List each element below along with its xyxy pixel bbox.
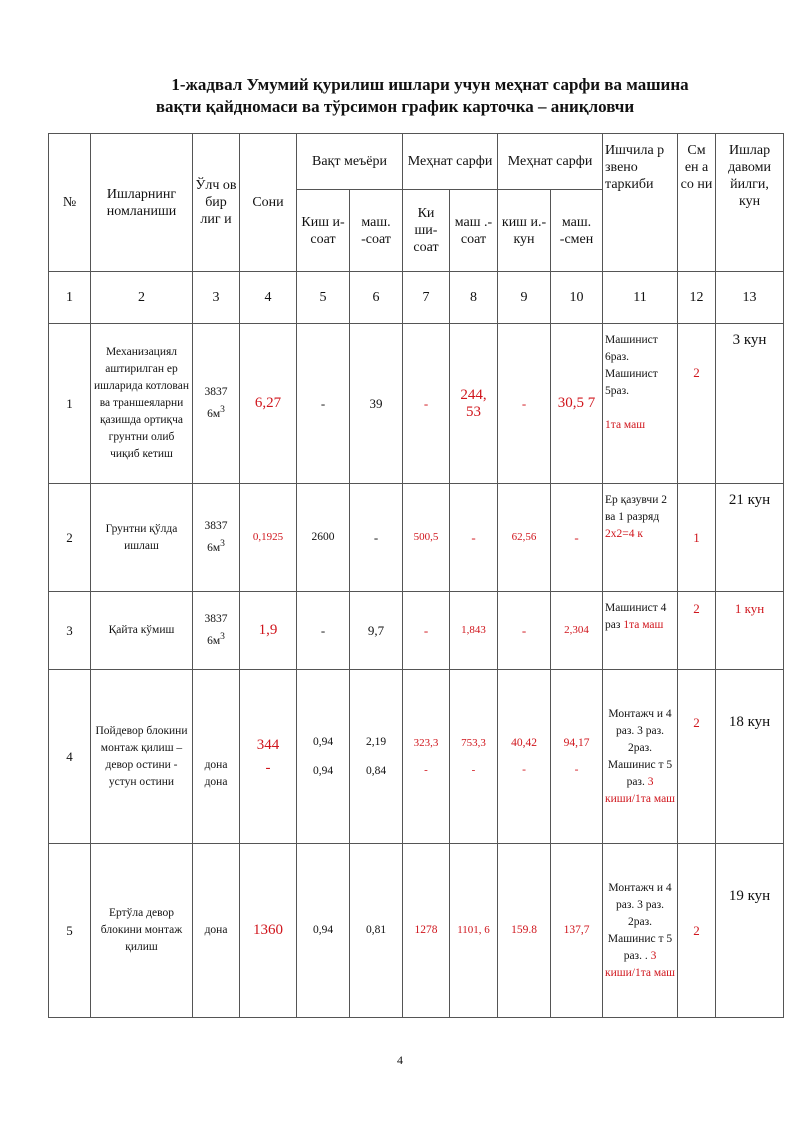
- value-cell: 94,17 -: [551, 670, 603, 844]
- value-cell: -: [297, 324, 350, 484]
- value-cell: 62,56: [498, 484, 551, 592]
- value-cell: 753,3 -: [450, 670, 498, 844]
- duration-cell: 3 кун: [716, 324, 784, 484]
- col-number: 8: [450, 272, 498, 324]
- row-num: 4: [49, 670, 91, 844]
- col-number: 3: [193, 272, 240, 324]
- crew-cell: Машинист 4 раз 1та маш: [603, 592, 678, 670]
- table-row: [49, 484, 784, 592]
- header-time-norm: Вақт меъёри: [297, 134, 403, 190]
- value-cell: 30,5 7: [551, 324, 603, 484]
- crew-cell: Монтажч и 4 раз. 3 раз. 2раз. Машинис т 5 раз. . 3 киши/1та маш: [603, 844, 678, 1018]
- row-num: 3: [49, 592, 91, 670]
- col-number: 9: [498, 272, 551, 324]
- qty-cell: 0,1925: [240, 484, 297, 592]
- col-number: 1: [49, 272, 91, 324]
- shift-cell: 1: [678, 484, 716, 592]
- header-labor-1: Меҳнат сарфи: [403, 134, 498, 190]
- duration-cell: 19 кун: [716, 844, 784, 1018]
- qty-cell: 1,9: [240, 592, 297, 670]
- crew-cell: Ер қазувчи 2 ва 1 разряд 2х2=4 к: [603, 484, 678, 592]
- header-machine-hour-2: маш .-соат: [450, 190, 498, 272]
- value-cell: -: [551, 484, 603, 592]
- value-cell: 39: [350, 324, 403, 484]
- header-person-hour: Киш и-соат: [297, 190, 350, 272]
- duration-cell: 21 кун: [716, 484, 784, 592]
- shift-cell: 2: [678, 324, 716, 484]
- col-number: 11: [603, 272, 678, 324]
- unit-cell: дона дона: [193, 670, 240, 844]
- row-num: 5: [49, 844, 91, 1018]
- header-name: Ишларнинг номланиши: [91, 134, 193, 272]
- header-unit: Ўлч ов бир лиг и: [193, 134, 240, 272]
- qty-cell: 6,27: [240, 324, 297, 484]
- duration-cell: 1 кун: [716, 592, 784, 670]
- qty-cell: 344 -: [240, 670, 297, 844]
- row-num: 1: [49, 324, 91, 484]
- shift-cell: 2: [678, 592, 716, 670]
- value-cell: 1,843: [450, 592, 498, 670]
- column-number-row: [49, 272, 784, 324]
- value-cell: 159.8: [498, 844, 551, 1018]
- value-cell: -: [403, 592, 450, 670]
- work-name: Грунтни қўлда ишлаш: [91, 484, 193, 592]
- work-name: Ертўла девор блокини монтаж қилиш: [91, 844, 193, 1018]
- header-qty: Сони: [240, 134, 297, 272]
- table-row: [49, 670, 784, 844]
- header-duration: Ишлар давоми йилги, кун: [716, 134, 784, 272]
- table-row: [49, 844, 784, 1018]
- page-number: 4: [397, 1053, 403, 1067]
- value-cell: 9,7: [350, 592, 403, 670]
- value-cell: 0,81: [350, 844, 403, 1018]
- col-number: 6: [350, 272, 403, 324]
- labor-table: [48, 133, 784, 1018]
- col-number: 7: [403, 272, 450, 324]
- unit-cell: дона: [193, 844, 240, 1018]
- unit-cell: 3837 $6м^3$: [193, 324, 240, 484]
- duration-cell: 18 кун: [716, 670, 784, 844]
- title-line-1: 1-жадвал Умумий қурилиш ишлари учун меҳнат сарфи ва машина: [171, 75, 689, 94]
- value-cell: 2600: [297, 484, 350, 592]
- title-line-2: вақти қайдномаси ва тўрсимон график карточка – аниқловчи: [155, 97, 635, 116]
- col-number: 13: [716, 272, 784, 324]
- header-person-day: киш и.-кун: [498, 190, 551, 272]
- col-number: 12: [678, 272, 716, 324]
- header-machine-hour: маш. -соат: [350, 190, 403, 272]
- value-cell: -: [498, 592, 551, 670]
- table-row: [49, 324, 784, 484]
- unit-cell: 3837 $6м^3$: [193, 592, 240, 670]
- document-title: [0, 74, 800, 118]
- header-labor-2: Меҳнат сарфи: [498, 134, 603, 190]
- work-name: Қайта кўмиш: [91, 592, 193, 670]
- value-cell: 244, 53: [450, 324, 498, 484]
- crew-cell: Машинист 6раз. Машинист 5раз. 1та маш: [603, 324, 678, 484]
- crew-cell: Монтажч и 4 раз. 3 раз. 2раз. Машинис т 5 раз. 3 киши/1та маш: [603, 670, 678, 844]
- value-cell: 2,19 0,84: [350, 670, 403, 844]
- unit-cell: 3837 $6м^3$: [193, 484, 240, 592]
- col-number: 5: [297, 272, 350, 324]
- col-number: 4: [240, 272, 297, 324]
- header-machine-shift: маш. -смен: [551, 190, 603, 272]
- table-row: [49, 592, 784, 670]
- value-cell: 2,304: [551, 592, 603, 670]
- value-cell: 137,7: [551, 844, 603, 1018]
- row-num: 2: [49, 484, 91, 592]
- value-cell: 1101, 6: [450, 844, 498, 1018]
- value-cell: -: [498, 324, 551, 484]
- work-name: Механизациял аштирилган ер ишларида котлован ва траншеяларни қазишда ортиқча грунтни олиб чиқиб кетиш: [91, 324, 193, 484]
- header-person-hour-2: Ки ши-соат: [403, 190, 450, 272]
- value-cell: -: [403, 324, 450, 484]
- header-crew: Ишчила р звено таркиби: [603, 134, 678, 272]
- value-cell: 0,94: [297, 844, 350, 1018]
- qty-cell: 1360: [240, 844, 297, 1018]
- work-name: Пойдевор блокини монтаж қилиш –девор остини - устун остини: [91, 670, 193, 844]
- header-shift: См ен а со ни: [678, 134, 716, 272]
- value-cell: 500,5: [403, 484, 450, 592]
- value-cell: -: [450, 484, 498, 592]
- value-cell: -: [350, 484, 403, 592]
- value-cell: -: [297, 592, 350, 670]
- header-num: №: [49, 134, 91, 272]
- shift-cell: 2: [678, 844, 716, 1018]
- value-cell: 40,42 -: [498, 670, 551, 844]
- value-cell: 0,94 0,94: [297, 670, 350, 844]
- value-cell: 1278: [403, 844, 450, 1018]
- shift-cell: 2: [678, 670, 716, 844]
- col-number: 2: [91, 272, 193, 324]
- value-cell: 323,3 -: [403, 670, 450, 844]
- col-number: 10: [551, 272, 603, 324]
